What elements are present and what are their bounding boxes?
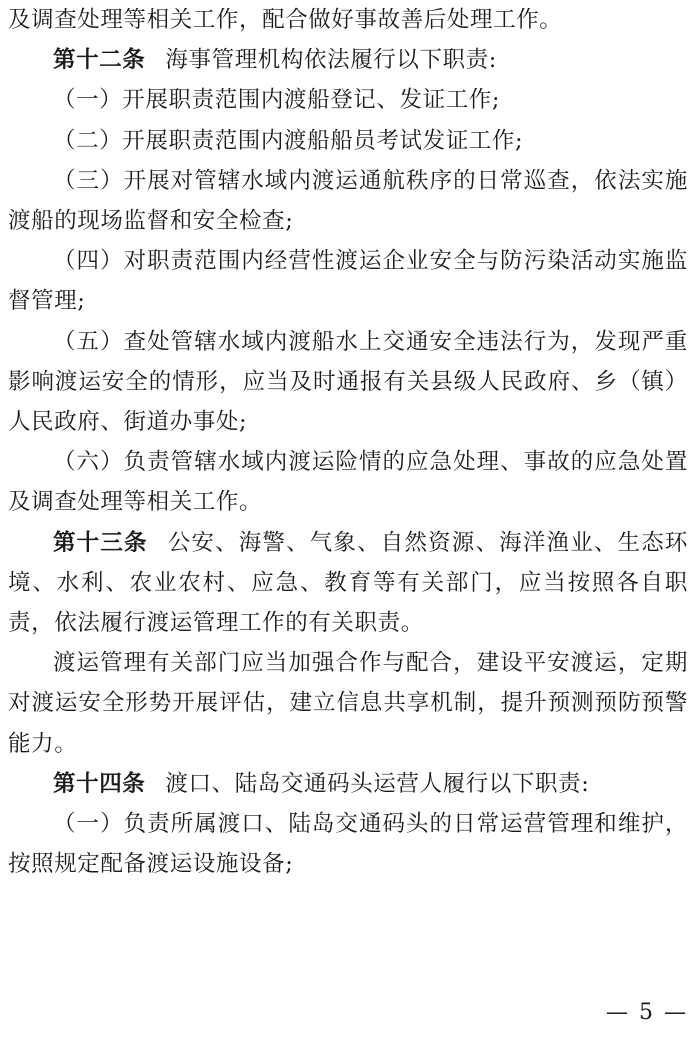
paragraph-item-1b: （一）负责所属渡口、陆岛交通码头的日常运营管理和维护，按照规定配备渡运设施设备;	[8, 811, 688, 878]
article-number: 第十二条	[53, 47, 146, 74]
paragraph-item-2: （二）开展职责范围内渡船船员考试发证工作;	[53, 127, 524, 154]
article-14-heading: 第十四条 渡口、陆岛交通码头运营人履行以下职责:	[53, 770, 590, 797]
paragraph-item-3: （三）开展对管辖水域内渡运通航秩序的日常巡查，依法实施渡船的现场监督和安全检查;	[8, 167, 688, 235]
paragraph-item-6: （六）负责管辖水域内渡运险情的应急处理、事故的应急处置及调查处理等相关工作。	[8, 449, 688, 516]
page-number: — 5 —	[606, 1000, 688, 1025]
paragraph-item-4: （四）对职责范围内经营性渡运企业安全与防污染活动实施监督管理;	[8, 248, 688, 315]
article-12-heading: 第十二条 海事管理机构依法履行以下职责:	[53, 47, 497, 74]
article-number: 第十四条	[53, 770, 146, 797]
article-13-heading: 第十三条 公安、海警、气象、自然资源、海洋渔业、生态环境、水利、农业农村、应急、教育等有关部门，应当按照各自职责，依法履行渡运管理工作的有关职责。	[8, 529, 688, 637]
paragraph-cooperation: 渡运管理有关部门应当加强合作与配合，建设平安渡运，定期对渡运安全形势开展评估，建立信息共享机制，提升预测预防预警能力。	[8, 650, 688, 757]
article-number: 第十三条	[53, 529, 148, 556]
paragraph-0: 及调查处理等相关工作，配合做好事故善后处理工作。	[8, 7, 563, 33]
paragraph-item-5: （五）查处管辖水域内渡船水上交通安全违法行为，发现严重影响渡运安全的情形，应当及时通报有关县级人民政府、乡（镇）人民政府、街道办事处;	[8, 328, 688, 436]
document-page	[8, 0, 688, 884]
paragraph-item-1: （一）开展职责范围内渡船登记、发证工作;	[53, 87, 501, 114]
